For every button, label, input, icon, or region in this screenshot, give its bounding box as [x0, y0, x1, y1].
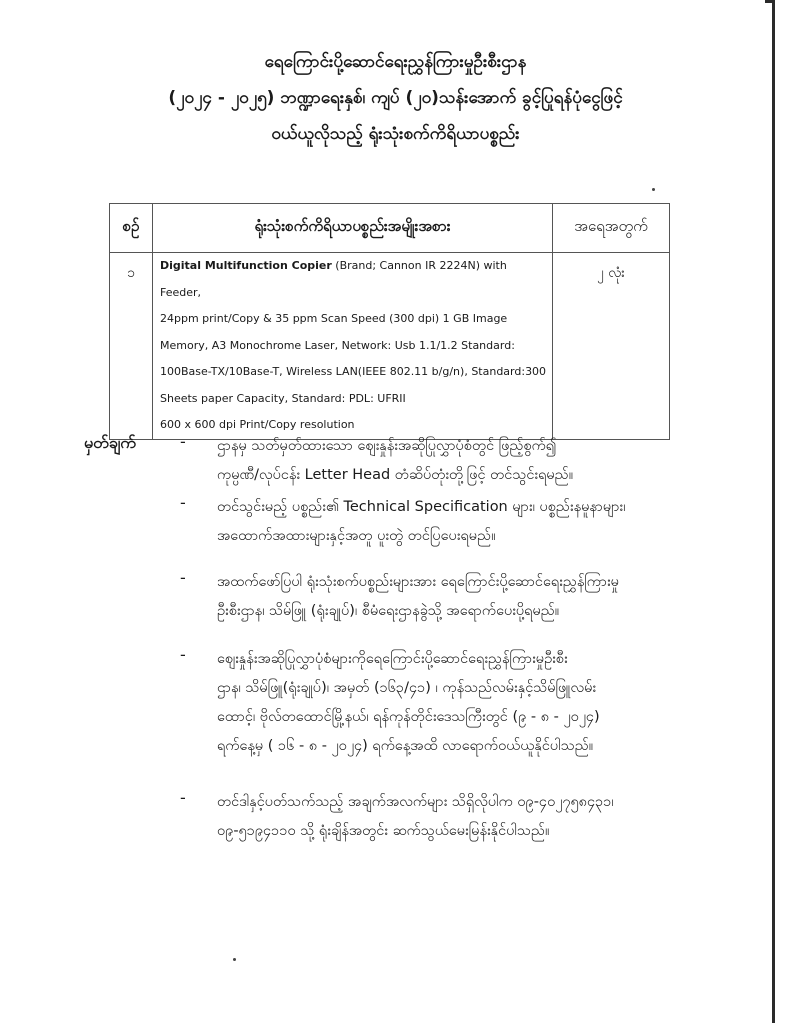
item-title: Digital Multifunction Copier [160, 259, 332, 272]
item-brand: (Brand; Cannon IR 2224N) with Feeder, [160, 259, 507, 299]
remark-line: ဈေးနှုန်းအဆိုပြုလွှာပုံစံများကိုရေကြောင်းပို့ဆောင်ရေးညွှန်ကြားမှုဦးစီး [217, 651, 568, 667]
remark-line: ကုမ္ပဏီ/လုပ်ငန်း Letter Head တံဆိပ်တုံးတို့ဖြင့် တင်သွင်းရမည်။ [217, 467, 574, 483]
remark-line: ၀၉-၅၁၉၄၁၁၀ သို့ ရုံးချိန်အတွင်း ဆက်သွယ်မေးမြန်းနိုင်ပါသည်။ [217, 823, 550, 839]
header-department: ရေကြောင်းပို့ဆောင်ရေးညွှန်ကြားမှုဦးစီးဌာန [264, 52, 527, 72]
item-description [153, 253, 553, 440]
spec-line: 600 x 600 dpi Print/Copy resolution [160, 418, 355, 431]
page-edge-line [772, 0, 775, 1023]
remark-text [217, 645, 727, 761]
column-header-no: စဉ် [110, 204, 153, 253]
document-header [0, 44, 791, 152]
item-quantity: ၂ လုံး [553, 253, 670, 440]
spec-line: Memory, A3 Monochrome Laser, Network: Usb 1.1/1.2 Standard: [160, 338, 515, 352]
remark-line: ထောင့်၊ ဗိုလ်တထောင်မြို့နယ်၊ ရန်ကုန်တိုင်းဒေသကြီးတွင် (၉ - ၈ - ၂၀၂၄) [217, 709, 600, 725]
remark-line: တင်သွင်းမည့် ပစ္စည်း၏ Technical Specification များ၊ ပစ္စည်းနမူနာများ၊ [217, 499, 626, 515]
column-header-quantity: အရေအတွက် [553, 204, 670, 253]
remark-text [217, 493, 727, 551]
header-subject: ဝယ်ယူလိုသည့် ရုံးသုံးစက်ကိရိယာပစ္စည်း [271, 124, 520, 144]
remark-line: ဌာနမှ သတ်မှတ်ထားသော ဈေးနှုန်းအဆိုပြုလွှာပုံစံတွင် ဖြည့်စွက်၍ [217, 438, 557, 454]
spec-line: Sheets paper Capacity, Standard: PDL: UFRII [160, 391, 406, 405]
remark-dash: - [180, 493, 186, 512]
equipment-table [109, 203, 670, 440]
remark-text [217, 432, 727, 490]
remark-line: ရက်နေ့မှ ( ၁၆ - ၈ - ၂၀၂၄) ရက်နေ့အထိ လာရောက်ဝယ်ယူနိုင်ပါသည်။ [217, 738, 594, 754]
table-row [110, 253, 670, 440]
header-fiscal-year: (၂၀၂၄ - ၂၀၂၅) ဘဏ္ဍာရေးနှစ်၊ ကျပ် (၂၀)သန်းအောက် ခွင့်ပြုရန်ပုံငွေဖြင့် [168, 88, 623, 108]
remark-text [217, 568, 727, 626]
remark-dash: - [180, 645, 186, 664]
spec-line [160, 253, 548, 306]
remark-line: တင်ဒါနှင့်ပတ်သက်သည့် အချက်အလက်များ သိရှိလိုပါက ၀၉-၄၀၂၇၅၈၄၃၁၊ [217, 794, 614, 810]
remark-line: အထက်ဖော်ပြပါ ရုံးသုံးစက်ပစ္စည်းများအား ရေကြောင်းပို့ဆောင်ရေးညွှန်ကြားမှု [217, 574, 619, 590]
remark-line: ဦးစီးဌာန၊ သိမ်ဖြူ (ရုံးချုပ်)၊ စီမံရေးဌာနခွဲသို့ အရောက်ပေးပို့ရမည်။ [217, 603, 560, 619]
remarks-label: မှတ်ချက် [84, 433, 136, 452]
spec-line: 100Base-TX/10Base-T, Wireless LAN(IEEE 802.11 b/g/n), Standard:300 [160, 365, 547, 378]
remark-dash: - [180, 432, 186, 451]
remark-dash: - [180, 568, 186, 587]
scan-speck [652, 188, 655, 191]
table-header-row [110, 204, 670, 253]
spec-line: 24ppm print/Copy & 35 ppm Scan Speed (300 dpi) 1 GB Image [160, 312, 508, 325]
remark-line: အထောက်အထားများနှင့်အတူ ပူးတွဲ တင်ပြပေးရမည်။ [217, 528, 496, 544]
remark-text [217, 788, 727, 846]
column-header-type: ရုံးသုံးစက်ကိရိယာပစ္စည်းအမျိုးအစား [153, 204, 553, 253]
scan-speck [233, 958, 236, 961]
remark-line: ဌာန၊ သိမ်ဖြူ(ရုံးချုပ်)၊ အမှတ် (၁၆၃/၄၁) ၊ ကုန်သည်လမ်းနှင့်သိမ်ဖြူလမ်း [217, 680, 597, 696]
remark-dash: - [180, 788, 186, 807]
page-edge-tick [765, 0, 775, 3]
row-number: ၁ [110, 253, 153, 440]
